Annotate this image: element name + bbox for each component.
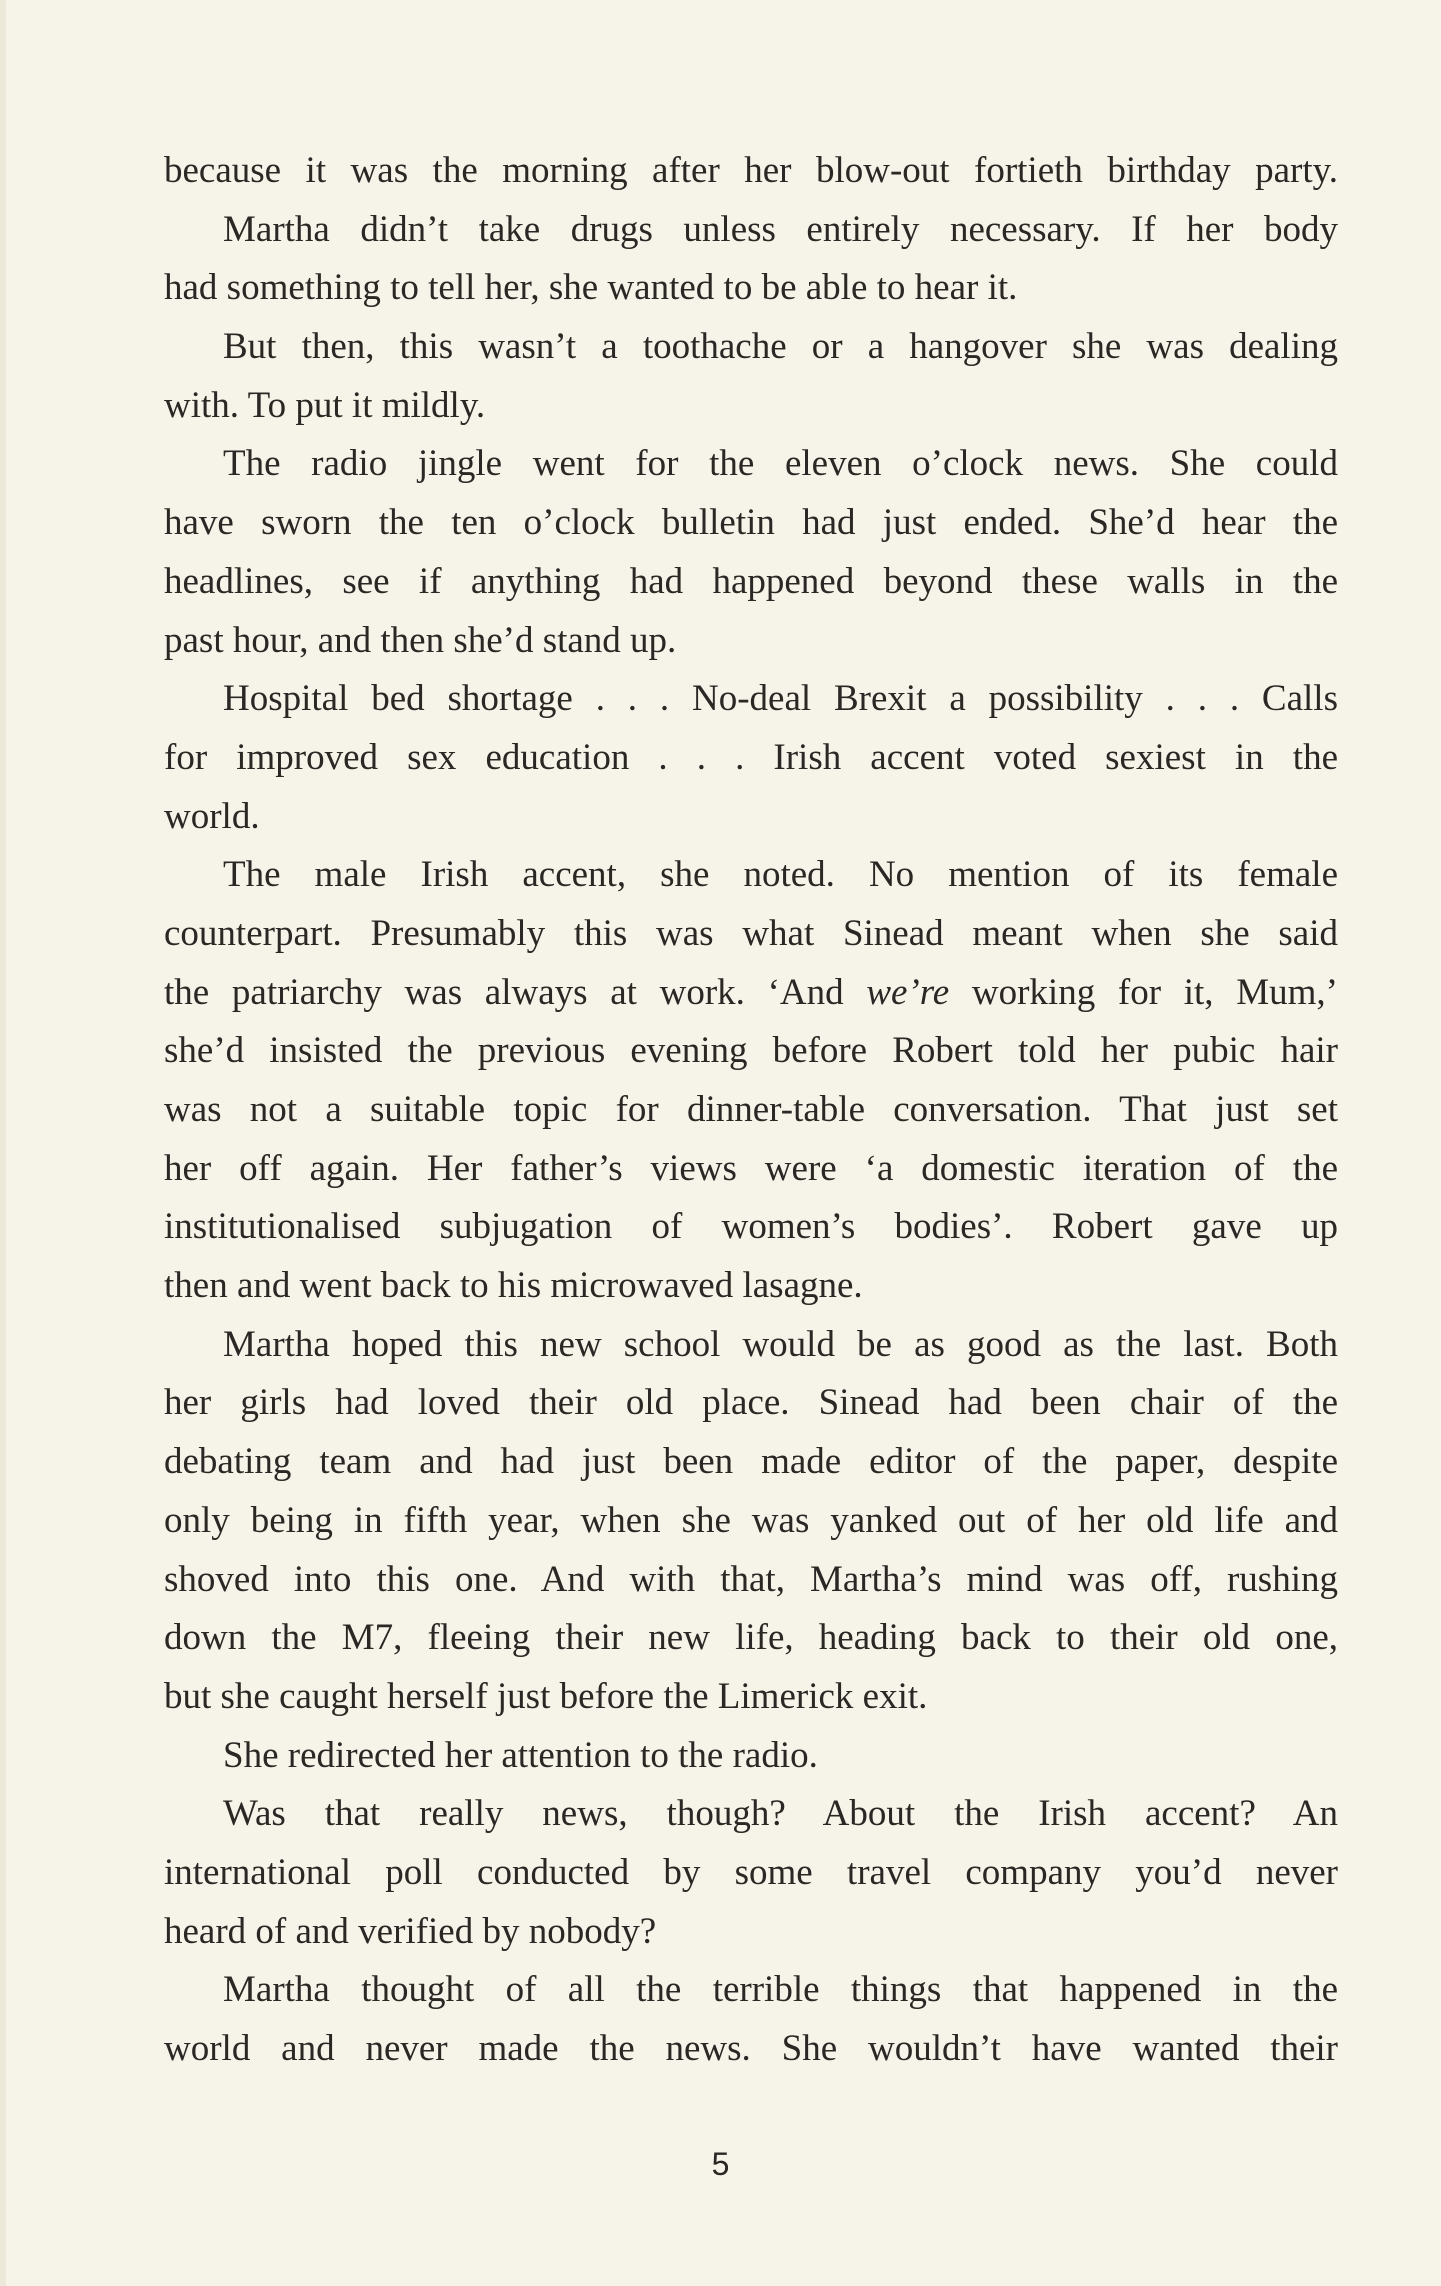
text-line: The male Irish accent, she noted. No mention of its female [223, 854, 1338, 896]
text-line: down the M7, fleeing their new life, heading back to their old one, [164, 1617, 1338, 1659]
text-line: institutionalised subjugation of women’s bodies’. Robert gave up [164, 1206, 1338, 1248]
text-line: She redirected her attention to the radio. [223, 1734, 818, 1776]
text-line-after-emphasis: working for it, Mum,’ [949, 971, 1338, 1013]
text-line: But then, this wasn’t a toothache or a hangover she was dealing [223, 326, 1338, 368]
emphasized-word: we’re [866, 971, 950, 1013]
text-line: have sworn the ten o’clock bulletin had just ended. She’d hear the [164, 502, 1338, 544]
text-line: world and never made the news. She wouldn’t have wanted their [164, 2028, 1338, 2069]
text-line: had something to tell her, she wanted to be able to hear it. [164, 267, 1018, 309]
text-line: The radio jingle went for the eleven o’clock news. She could [223, 443, 1338, 485]
text-line: with. To put it mildly. [164, 384, 486, 426]
text-line: shoved into this one. And with that, Martha’s mind was off, rushing [164, 1558, 1338, 1600]
text-line: then and went back to his microwaved lasagne. [164, 1265, 863, 1307]
text-line: for improved sex education . . . Irish accent voted sexiest in the [164, 736, 1338, 778]
text-line: headlines, see if anything had happened beyond these walls in the [164, 560, 1338, 602]
text-line: past hour, and then she’d stand up. [164, 619, 677, 661]
text-line: was not a suitable topic for dinner-table conversation. That just set [164, 1089, 1338, 1130]
text-line: because it was the morning after her blow-out fortieth birthday party. [164, 150, 1338, 191]
text-line: Was that really news, though? About the Irish accent? An [223, 1793, 1338, 1835]
text-line-before-emphasis: the patriarchy was always at work. ‘And [164, 971, 867, 1013]
text-line: Martha thought of all the terrible things that happened in the [223, 1969, 1338, 2011]
text-line: world. [164, 795, 260, 837]
text-line: Martha didn’t take drugs unless entirely necessary. If her body [223, 208, 1338, 250]
text-line: but she caught herself just before the Limerick exit. [164, 1675, 928, 1717]
text-line: she’d insisted the previous evening before Robert told her pubic hair [164, 1030, 1338, 1072]
text-line: heard of and verified by nobody? [164, 1910, 657, 1952]
text-line: Hospital bed shortage . . . No-deal Brexit a possibility . . . Calls [223, 678, 1338, 720]
page-number: 5 [711, 2146, 730, 2182]
text-line [164, 964, 1338, 1023]
text-line: counterpart. Presumably this was what Sinead meant when she said [164, 912, 1338, 954]
text-line: Martha hoped this new school would be as good as the last. Both [223, 1323, 1338, 1365]
text-line: debating team and had just been made editor of the paper, despite [164, 1441, 1338, 1483]
text-line: international poll conducted by some travel company you’d never [164, 1851, 1338, 1893]
text-line: her girls had loved their old place. Sinead had been chair of the [164, 1382, 1338, 1424]
body-text [164, 142, 1338, 2079]
text-line: only being in fifth year, when she was yanked out of her old life and [164, 1499, 1338, 1541]
text-line: her off again. Her father’s views were ‘a domestic iteration of the [164, 1147, 1338, 1189]
